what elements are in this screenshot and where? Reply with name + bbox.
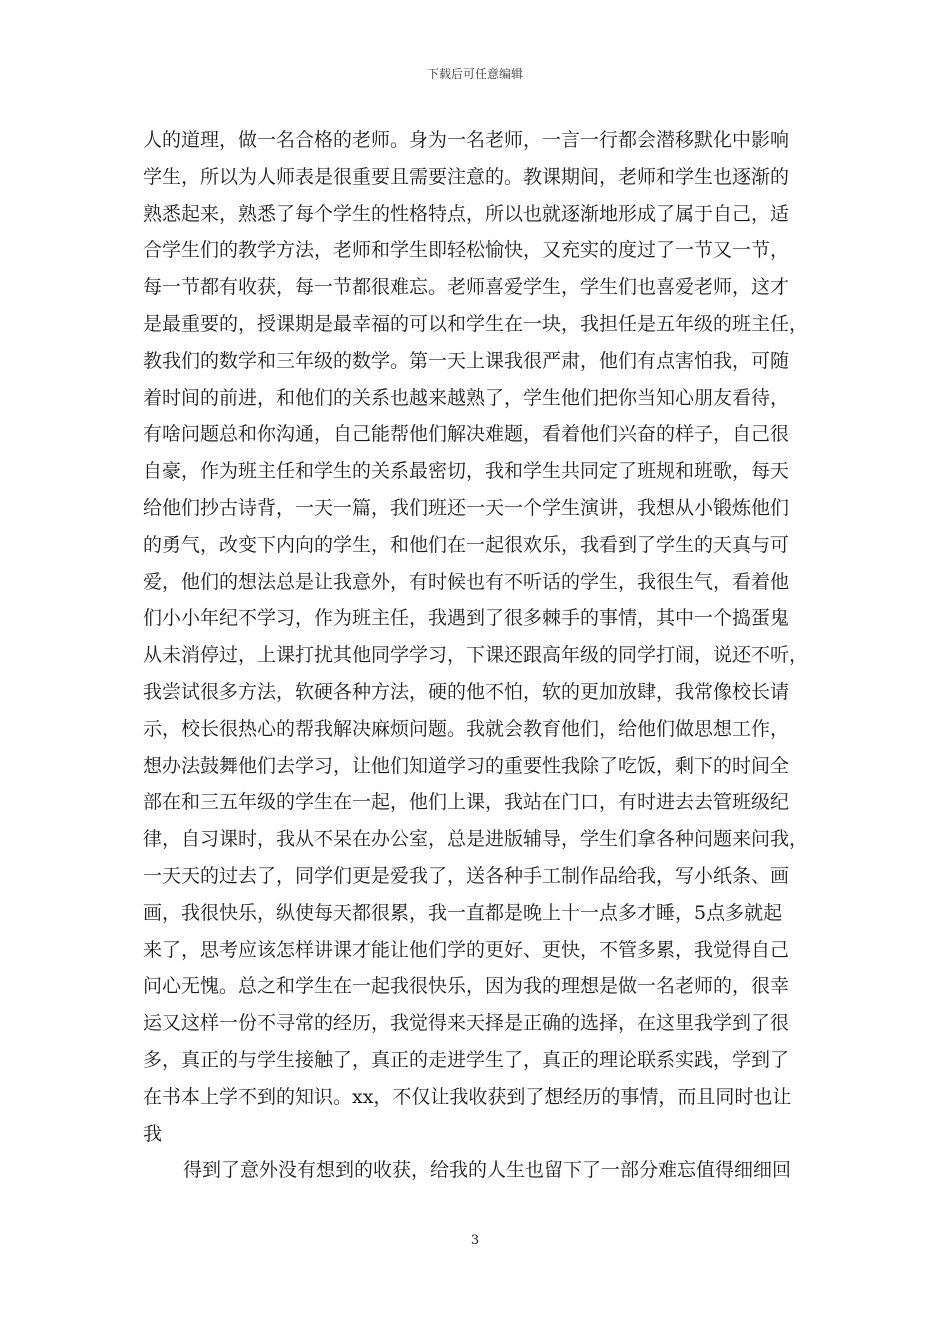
text-line: 来了，思考应该怎样讲课才能让他们学的更好、更快，不管多累，我觉得自己 <box>143 938 790 961</box>
text-line: 一天天的过去了，同学们更是爱我了，送各种手工制作品给我，写小纸条、画 <box>143 864 790 887</box>
text-line: 问心无愧。总之和学生在一起我很快乐，因为我的理想是做一名老师的，很幸 <box>143 975 790 998</box>
text-line: 给他们抄古诗背，一天一篇，我们班还一天一个学生演讲，我想从小锻炼他们 <box>143 496 790 519</box>
text-line: 着时间的前进，和他们的关系也越来越熟了，学生他们把你当知心朋友看待， <box>143 386 790 409</box>
text-line: 我 <box>143 1122 163 1145</box>
text-line: 从未消停过，上课打扰其他同学学习，下课还跟高年级的同学打闹，说还不听， <box>143 644 809 667</box>
text-line: 的勇气，改变下内向的学生，和他们在一起很欢乐，我看到了学生的天真与可 <box>143 533 790 556</box>
text-line: 在书本上学不到的知识。xx，不仅让我收获到了想经历的事情，而且同时也让 <box>143 1085 792 1108</box>
text-line: 想办法鼓舞他们去学习，让他们知道学习的重要性我除了吃饭，剩下的时间全 <box>143 754 790 777</box>
text-line: 运又这样一份不寻常的经历，我觉得来天择是正确的选择，在这里我学到了很 <box>143 1012 790 1035</box>
text-line: 学生，所以为人师表是很重要且需要注意的。教课期间，老师和学生也逐渐的 <box>143 165 790 188</box>
page-header: 下载后可任意编辑 <box>426 67 523 81</box>
text-line: 们小小年纪不学习，作为班主任，我遇到了很多棘手的事情，其中一个捣蛋鬼 <box>143 607 790 630</box>
text-line: 多，真正的与学生接触了，真正的走进学生了，真正的理论联系实践，学到了 <box>143 1048 790 1071</box>
text-line: 自豪，作为班主任和学生的关系最密切，我和学生共同定了班规和班歌，每天 <box>143 460 790 483</box>
text-line: 画，我很快乐，纵使每天都很累，我一直都是晚上十一点多才睡，5点多就起 <box>143 901 783 924</box>
text-line: 每一节都有收获，每一节都很难忘。老师喜爱学生，学生们也喜爱老师，这才 <box>143 276 790 299</box>
text-line: 有啥问题总和你沟通，自己能帮他们解决难题，看着他们兴奋的样子，自己很 <box>143 423 790 446</box>
page-number: 3 <box>470 1233 480 1248</box>
document-body <box>143 122 823 1189</box>
text-line: 部在和三五年级的学生在一起，他们上课，我站在门口，有时进去去管班级纪 <box>143 791 790 814</box>
paragraph-first-line: 得到了意外没有想到的收获，给我的人生也留下了一部分难忘值得细细回 <box>183 1159 792 1182</box>
text-line: 合学生们的教学方法，老师和学生即轻松愉快，又充实的度过了一节又一节， <box>143 239 790 262</box>
text-line: 律，自习课时，我从不呆在办公室，总是进版辅导，学生们拿各种问题来问我， <box>143 828 809 851</box>
text-line: 人的道理，做一名合格的老师。身为一名老师，一言一行都会潜移默化中影响 <box>143 129 790 151</box>
text-line: 教我们的数学和三年级的数学。第一天上课我很严肃，他们有点害怕我，可随 <box>143 349 790 372</box>
text-line: 我尝试很多方法，软硬各种方法，硬的他不怕，软的更加放肆，我常像校长请 <box>143 680 790 703</box>
text-line: 示，校长很热心的帮我解决麻烦问题。我就会教育他们，给他们做思想工作， <box>143 717 790 740</box>
text-line: 熟悉起来，熟悉了每个学生的性格特点，所以也就逐渐地形成了属于自己，适 <box>143 202 790 225</box>
text-line: 爱，他们的想法总是让我意外，有时候也有不听话的学生，我很生气，看着他 <box>143 570 790 593</box>
text-line: 是最重要的，授课期是最幸福的可以和学生在一块，我担任是五年级的班主任， <box>143 312 809 335</box>
